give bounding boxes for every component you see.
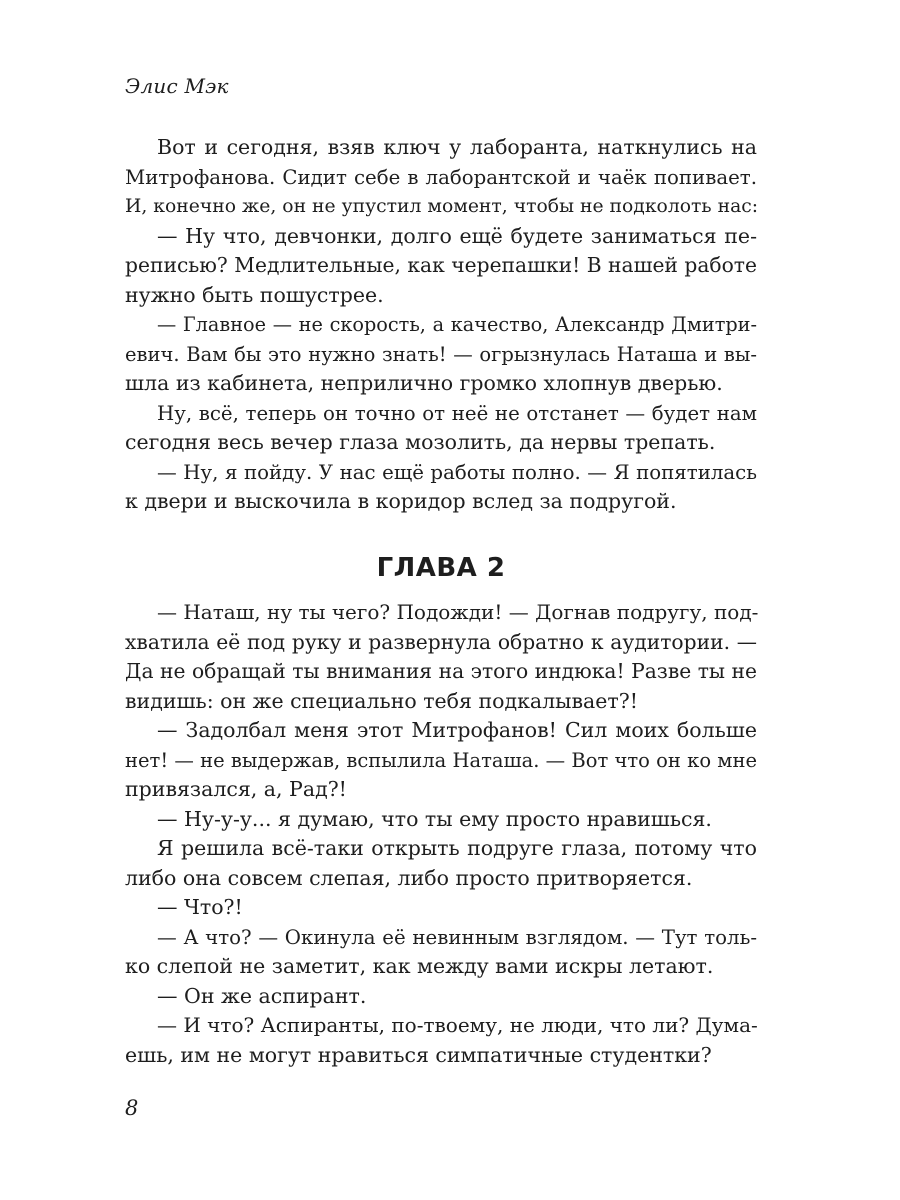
text-line: нет! — не выдержав, вспылила Наташа. — Вот что он ко мне — [125, 748, 757, 772]
text-line: к двери и выскочила в коридор вслед за подругой. — [125, 489, 677, 513]
text-line: Я решила всё-таки открыть подруге глаза, потому что — [157, 836, 757, 860]
text-line: евич. Вам бы это нужно знать! — огрызнулась Наташа и вы- — [125, 342, 757, 366]
running-header-author: Элис Мэк — [125, 74, 229, 98]
text-line: Митрофанова. Сидит себе в лаборантской и чаёк попивает. — [125, 165, 757, 189]
text-line: Вот и сегодня, взяв ключ у лаборанта, наткнулись на — [157, 135, 757, 159]
text-line: привязался, а, Рад?! — [125, 777, 347, 801]
text-line: — Наташ, ну ты чего? Подожди! — Догнав подругу, под- — [157, 600, 759, 624]
text-line: — Задолбал меня этот Митрофанов! Сил моих больше — [157, 718, 757, 742]
text-line: хватила её под руку и развернула обратно к аудитории. — — [125, 629, 757, 654]
text-line: ко слепой не заметит, как между вами искры летают. — [125, 954, 714, 978]
text-line: Да не обращай ты внимания на этого индюка! Разве ты не — [125, 659, 757, 683]
text-line: сегодня весь вечер глаза мозолить, да нервы трепать. — [125, 430, 716, 454]
text-line: реписью? Медлительные, как черепашки! В нашей работе — [125, 253, 757, 277]
text-line: — Он же аспирант. — [157, 983, 367, 1008]
text-line: Ну, всё, теперь он точно от неё не отстанет — будет нам — [157, 401, 757, 425]
text-line: нужно быть пошустрее. — [125, 282, 384, 307]
text-line: шла из кабинета, неприлично громко хлопнув дверью. — [125, 371, 723, 395]
text-line: — А что? — Окинула её невинным взглядом. — Тут толь- — [157, 925, 757, 949]
page-number: 8 — [125, 1096, 139, 1120]
text-block-chapter-2 — [125, 598, 757, 1070]
text-line: — Ну, я пойду. У нас ещё работы полно. — Я попятилась — [157, 460, 757, 484]
text-line: либо она совсем слепая, либо просто притворяется. — [125, 865, 693, 890]
chapter-title: ГЛАВА 2 — [376, 553, 506, 583]
text-line: — Ну что, девчонки, долго ещё будете заниматься пе- — [157, 223, 757, 248]
text-line: ешь, им не могут нравиться симпатичные студентки? — [125, 1042, 712, 1067]
text-line: И, конечно же, он не упустил момент, чтобы не подколоть нас: — [125, 196, 759, 217]
text-block-before-chapter — [125, 133, 757, 517]
text-line: — Что?! — [157, 895, 243, 919]
text-line: видишь: он же специально тебя подкалывает?! — [125, 688, 638, 713]
text-line: — Ну-у-у... я думаю, что ты ему просто нравишься. — [157, 806, 712, 831]
text-line: — Главное — не скорость, а качество, Александр Дмитри- — [157, 313, 757, 336]
text-line: — И что? Аспиранты, по-твоему, не люди, что ли? Дума- — [157, 1013, 758, 1037]
